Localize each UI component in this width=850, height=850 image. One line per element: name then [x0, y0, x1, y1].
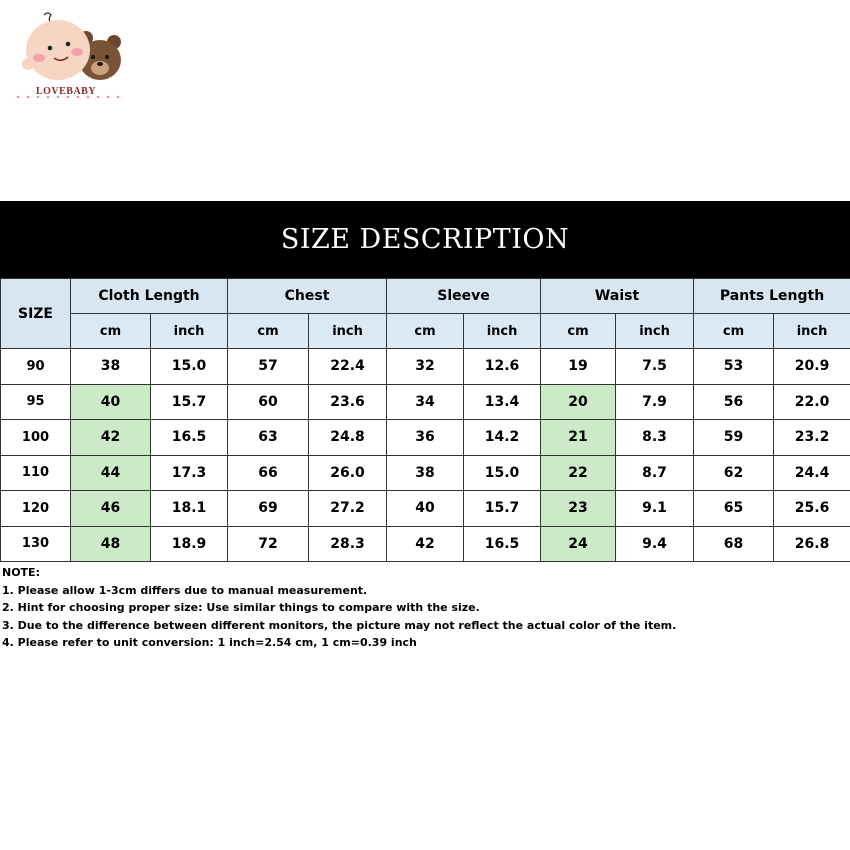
highlighted-cell: 42: [71, 420, 151, 456]
table-cell: 24.8: [309, 420, 387, 456]
table-cell: 18.1: [151, 491, 228, 527]
table-cell: 9.4: [616, 526, 694, 562]
group-header-pants-length: Pants Length: [694, 279, 850, 314]
table-cell: 56: [694, 384, 774, 420]
table-cell: 25.6: [774, 491, 850, 527]
table-row: [1, 455, 850, 491]
table-cell: 15.0: [151, 349, 228, 385]
highlighted-cell: 48: [71, 526, 151, 562]
highlighted-cell: 46: [71, 491, 151, 527]
table-cell: 16.5: [464, 526, 541, 562]
table-cell: 66: [228, 455, 309, 491]
table-cell: 18.9: [151, 526, 228, 562]
brand-name: LOVEBABY: [35, 86, 97, 97]
unit-header-cm: cm: [694, 314, 774, 349]
table-cell: 15.7: [151, 384, 228, 420]
table-cell: 7.5: [616, 349, 694, 385]
unit-header-row: [1, 314, 850, 349]
table-cell: 62: [694, 455, 774, 491]
table-cell: 8.7: [616, 455, 694, 491]
group-header-waist: Waist: [541, 279, 694, 314]
size-cell: 130: [1, 526, 71, 562]
unit-header-inch: inch: [774, 314, 850, 349]
group-header-row: [1, 279, 850, 314]
size-table: [0, 278, 850, 562]
brand-logo: [14, 8, 126, 102]
notes-heading: NOTE:: [2, 566, 40, 579]
highlighted-cell: 40: [71, 384, 151, 420]
size-cell: 95: [1, 384, 71, 420]
table-cell: 16.5: [151, 420, 228, 456]
table-cell: 40: [387, 491, 464, 527]
table-cell: 38: [387, 455, 464, 491]
table-cell: 38: [71, 349, 151, 385]
table-cell: 15.0: [464, 455, 541, 491]
table-cell: 26.0: [309, 455, 387, 491]
group-header-sleeve: Sleeve: [387, 279, 541, 314]
page-title: SIZE DESCRIPTION: [0, 201, 850, 278]
unit-header-inch: inch: [151, 314, 228, 349]
notes-section: [2, 564, 676, 652]
table-cell: 23.2: [774, 420, 850, 456]
unit-header-cm: cm: [228, 314, 309, 349]
unit-header-cm: cm: [71, 314, 151, 349]
highlighted-cell: 20: [541, 384, 616, 420]
table-row: [1, 420, 850, 456]
note-item: 2. Hint for choosing proper size: Use similar things to compare with the size.: [2, 601, 480, 615]
table-cell: 9.1: [616, 491, 694, 527]
table-cell: 19: [541, 349, 616, 385]
table-cell: 32: [387, 349, 464, 385]
table-cell: 69: [228, 491, 309, 527]
unit-header-cm: cm: [387, 314, 464, 349]
table-cell: 23.6: [309, 384, 387, 420]
table-row: [1, 526, 850, 562]
table-cell: 65: [694, 491, 774, 527]
table-cell: 63: [228, 420, 309, 456]
table-row: [1, 349, 850, 385]
table-cell: 72: [228, 526, 309, 562]
table-cell: 42: [387, 526, 464, 562]
unit-header-inch: inch: [616, 314, 694, 349]
note-item: 4. Please refer to unit conversion: 1 inch=2.54 cm, 1 cm=0.39 inch: [2, 636, 417, 650]
table-cell: 28.3: [309, 526, 387, 562]
size-column-header: SIZE: [1, 279, 71, 349]
table-cell: 27.2: [309, 491, 387, 527]
table-cell: 60: [228, 384, 309, 420]
table-cell: 7.9: [616, 384, 694, 420]
table-row: [1, 491, 850, 527]
highlighted-cell: 23: [541, 491, 616, 527]
table-cell: 24.4: [774, 455, 850, 491]
highlighted-cell: 22: [541, 455, 616, 491]
table-cell: 13.4: [464, 384, 541, 420]
size-cell: 110: [1, 455, 71, 491]
group-header-cloth-length: Cloth Length: [71, 279, 228, 314]
unit-header-cm: cm: [541, 314, 616, 349]
note-item: 3. Due to the difference between different monitors, the picture may not reflect the actual color of the item.: [2, 618, 677, 632]
table-cell: 36: [387, 420, 464, 456]
table-cell: 20.9: [774, 349, 850, 385]
table-cell: 8.3: [616, 420, 694, 456]
group-header-chest: Chest: [228, 279, 387, 314]
table-cell: 15.7: [464, 491, 541, 527]
table-cell: 12.6: [464, 349, 541, 385]
note-item: 1. Please allow 1-3cm differs due to manual measurement.: [2, 583, 368, 597]
size-cell: 90: [1, 349, 71, 385]
highlighted-cell: 24: [541, 526, 616, 562]
table-cell: 34: [387, 384, 464, 420]
table-cell: 22.0: [774, 384, 850, 420]
size-cell: 100: [1, 420, 71, 456]
table-cell: 57: [228, 349, 309, 385]
unit-header-inch: inch: [309, 314, 387, 349]
table-cell: 26.8: [774, 526, 850, 562]
unit-header-inch: inch: [464, 314, 541, 349]
size-cell: 120: [1, 491, 71, 527]
highlighted-cell: 21: [541, 420, 616, 456]
table-cell: 59: [694, 420, 774, 456]
highlighted-cell: 44: [71, 455, 151, 491]
table-cell: 68: [694, 526, 774, 562]
table-row: [1, 384, 850, 420]
table-cell: 22.4: [309, 349, 387, 385]
table-cell: 53: [694, 349, 774, 385]
table-cell: 17.3: [151, 455, 228, 491]
table-cell: 14.2: [464, 420, 541, 456]
